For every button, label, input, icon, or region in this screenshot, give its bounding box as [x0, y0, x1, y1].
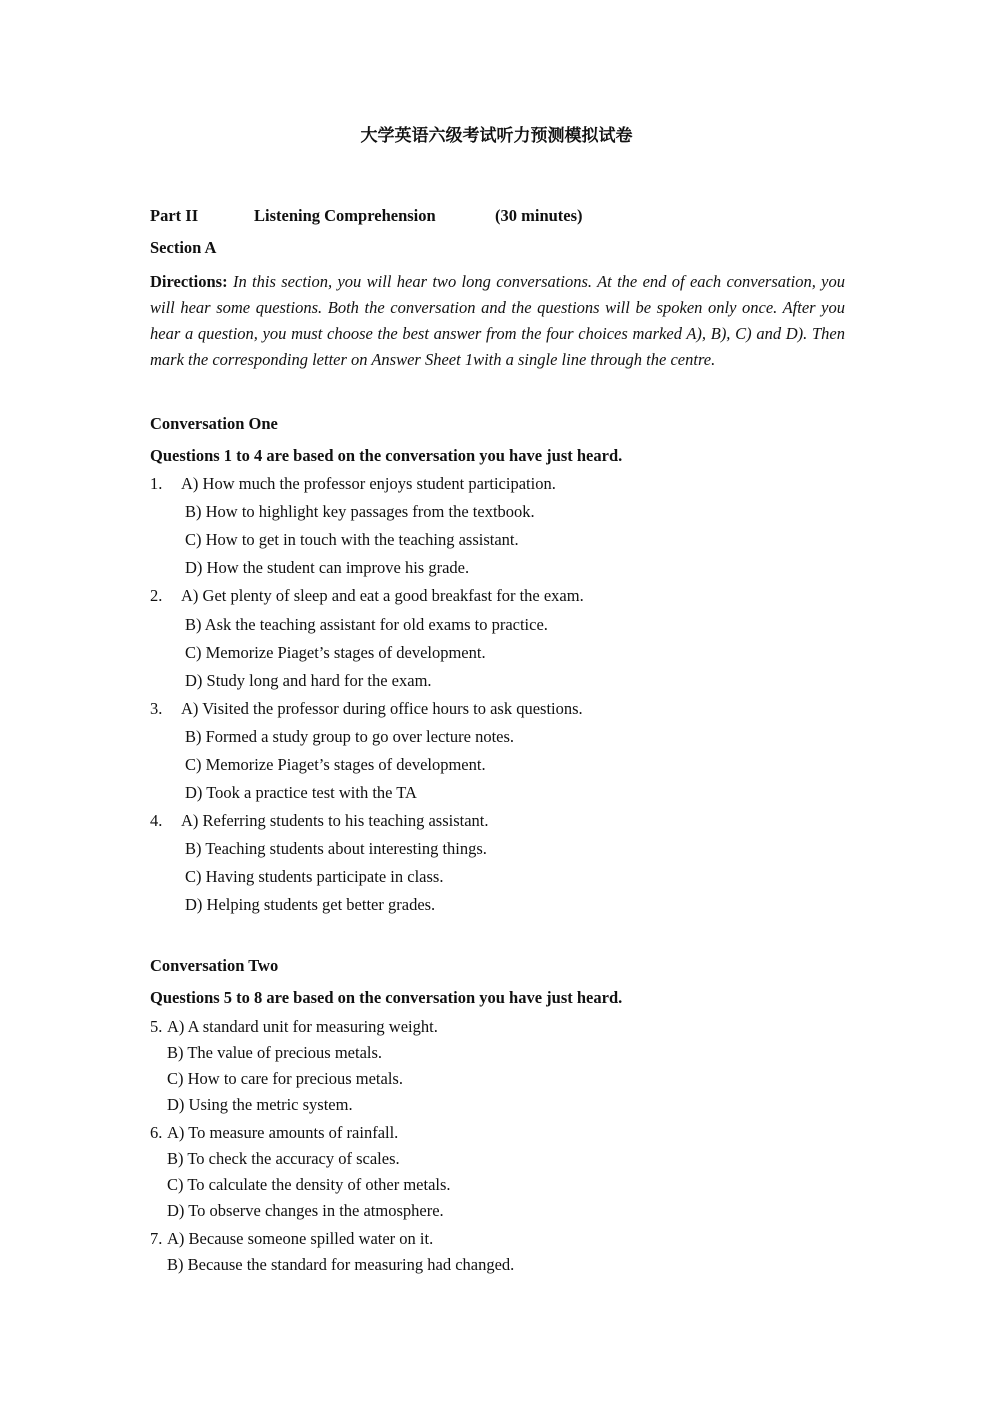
option-text: D) Study long and hard for the exam.	[185, 671, 432, 690]
option-text: D) Took a practice test with the TA	[185, 783, 417, 802]
option-text: B) The value of precious metals.	[167, 1043, 383, 1062]
conversation-one-title: Conversation One	[150, 414, 278, 433]
option-text: C) How to get in touch with the teaching assistant.	[185, 530, 519, 549]
option-text: B) Teaching students about interesting things.	[185, 839, 487, 858]
part-label: Part II	[150, 206, 199, 225]
option-text: A) How much the professor enjoys student participation.	[181, 474, 556, 493]
option-text: C) To calculate the density of other metals.	[167, 1175, 451, 1194]
option-text: B) Formed a study group to go over lecture notes.	[185, 727, 515, 746]
option-text: B) How to highlight key passages from the textbook.	[185, 502, 535, 521]
question-number: 3.	[150, 699, 163, 718]
directions-label: Directions:	[150, 272, 228, 291]
option-text: B) To check the accuracy of scales.	[167, 1149, 400, 1168]
question-number: 6.	[150, 1123, 163, 1142]
part-name: Listening Comprehension	[254, 206, 436, 225]
part-time: (30 minutes)	[495, 206, 583, 225]
option-text: A) Visited the professor during office hours to ask questions.	[181, 699, 583, 718]
option-text: C) Memorize Piaget’s stages of development.	[185, 755, 486, 774]
directions-text: In this section, you will hear two long conversations. At the end of each conversation, you will hear some questions. Both the conversation and the questions will be spoken only once. After you hear a question, you must choose the best answer from the four choices marked A), B), C) and D). Then mark the corresponding letter on Answer Sheet 1with a single line through the centre.	[150, 272, 846, 369]
question-number: 2.	[150, 586, 163, 605]
question-number: 5.	[150, 1017, 163, 1036]
directions-paragraph	[150, 269, 845, 373]
question-number: 7.	[150, 1229, 163, 1248]
option-text: C) How to care for precious metals.	[167, 1069, 403, 1088]
document-title: 大学英语六级考试听力预测模拟试卷	[360, 126, 633, 146]
option-text: D) Using the metric system.	[167, 1095, 353, 1114]
conversation-two-title: Conversation Two	[150, 956, 279, 975]
option-text: A) Get plenty of sleep and eat a good breakfast for the exam.	[181, 586, 584, 605]
option-text: A) A standard unit for measuring weight.	[167, 1017, 438, 1036]
conversation-one-intro: Questions 1 to 4 are based on the conversation you have just heard.	[150, 446, 623, 465]
option-text: D) Helping students get better grades.	[185, 895, 436, 914]
option-text: A) To measure amounts of rainfall.	[167, 1123, 399, 1142]
option-text: C) Having students participate in class.	[185, 867, 444, 886]
section-heading: Section A	[150, 238, 217, 257]
option-text: B) Ask the teaching assistant for old exams to practice.	[185, 615, 548, 634]
question-number: 4.	[150, 811, 163, 830]
option-text: C) Memorize Piaget’s stages of development.	[185, 643, 486, 662]
conversation-two-intro: Questions 5 to 8 are based on the conversation you have just heard.	[150, 988, 623, 1007]
option-text: A) Referring students to his teaching assistant.	[181, 811, 489, 830]
option-text: D) How the student can improve his grade.	[185, 558, 470, 577]
question-number: 1.	[150, 474, 163, 493]
option-text: A) Because someone spilled water on it.	[167, 1229, 434, 1248]
option-text: D) To observe changes in the atmosphere.	[167, 1201, 444, 1220]
option-text: B) Because the standard for measuring had changed.	[167, 1255, 515, 1274]
